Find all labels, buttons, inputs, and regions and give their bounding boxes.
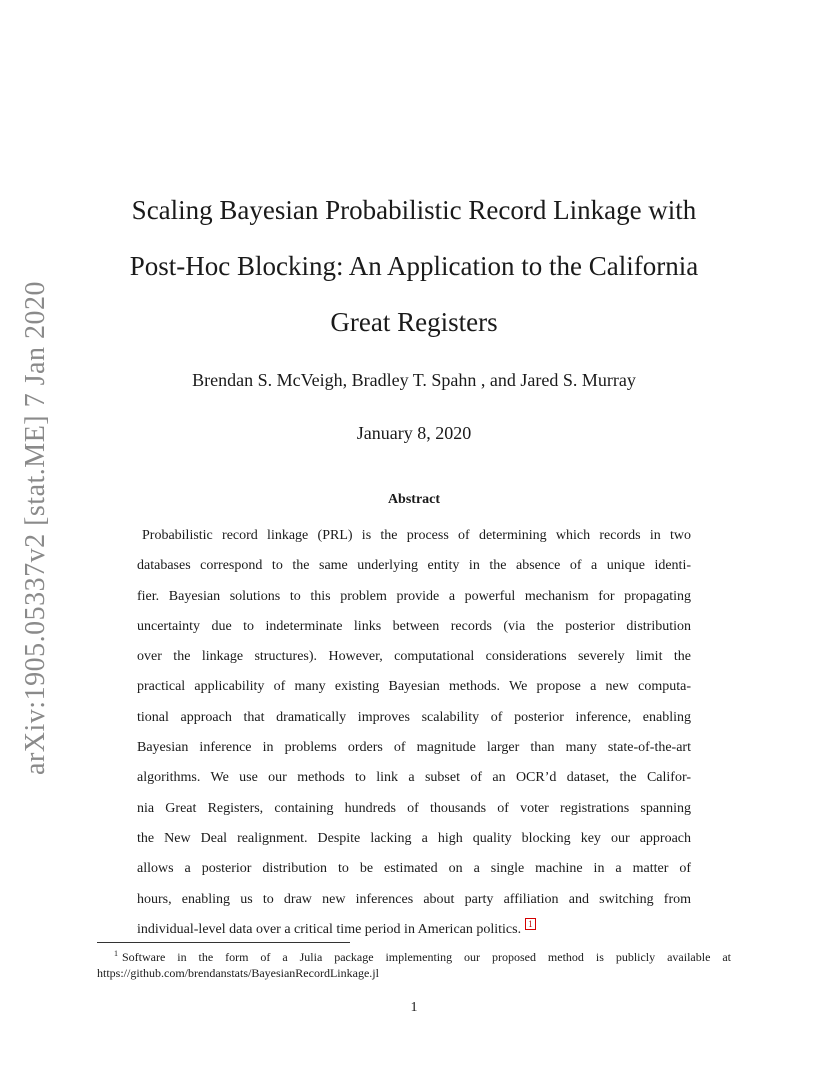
footnote-link[interactable]: 1 [525,918,536,930]
publication-date: January 8, 2020 [356,423,472,443]
abstract-line: over the linkage structures). However, computational considerations severely limit the [137,649,691,665]
abstract-line: hours, enabling us to draw new inferences about party affiliation and switching from [137,891,691,907]
abstract-line-final [137,915,691,945]
footnote-divider [97,942,350,943]
abstract-heading: Abstract [387,492,441,507]
title-line: Post-Hoc Blocking: An Application to the California [129,251,699,281]
abstract-line: Probabilistic record linkage (PRL) is the process of determining which records in two [142,528,691,543]
abstract-line: the New Deal realignment. Despite lacking a high quality blocking key our approach [137,830,691,846]
footnote-url[interactable]: https://github.com/brendanstats/BayesianRecordLinkage.jl [97,966,379,980]
abstract-line: Bayesian inference in problems orders of magnitude larger than many state-of-the-art [137,740,691,756]
abstract-line: allows a posterior distribution to be estimated on a single machine in a matter of [137,861,691,877]
abstract-line: algorithms. We use our methods to link a subset of an OCR’d dataset, the Califor- [137,770,691,786]
title-line: Great Registers [330,307,498,337]
abstract-line: practical applicability of many existing Bayesian methods. We propose a new computa- [137,679,691,695]
footnote-line [97,946,731,965]
abstract-line-text: individual-level data over a critical time period in American politics. [137,921,522,937]
paper-title [0,182,828,350]
author-list: Brendan S. McVeigh, Bradley T. Spahn , and Jared S. Murray [192,370,636,390]
arxiv-identifier-stamp: arXiv:1905.05337v2 [stat.ME] 7 Jan 2020 [20,281,51,775]
abstract-line: nia Great Registers, containing hundreds of thousands of voter registrations spanning [137,800,691,816]
footnote-text: Software in the form of a Julia package implementing our proposed method is publicly available at [122,950,731,964]
abstract-line: fier. Bayesian solutions to this problem provide a powerful mechanism for propagating [137,588,691,604]
title-line: Scaling Bayesian Probabilistic Record Linkage with [131,195,697,225]
abstract-line: databases correspond to the same underlying entity in the absence of a unique identi- [137,558,691,574]
abstract-body [137,521,691,945]
abstract-line: uncertainty due to indeterminate links between records (via the posterior distribution [137,618,691,634]
page-number: 1 [410,1000,418,1015]
footnote [97,946,731,981]
footnote-marker: 1 [114,949,118,958]
abstract-line: tional approach that dramatically improves scalability of posterior inference, enabling [137,709,691,725]
